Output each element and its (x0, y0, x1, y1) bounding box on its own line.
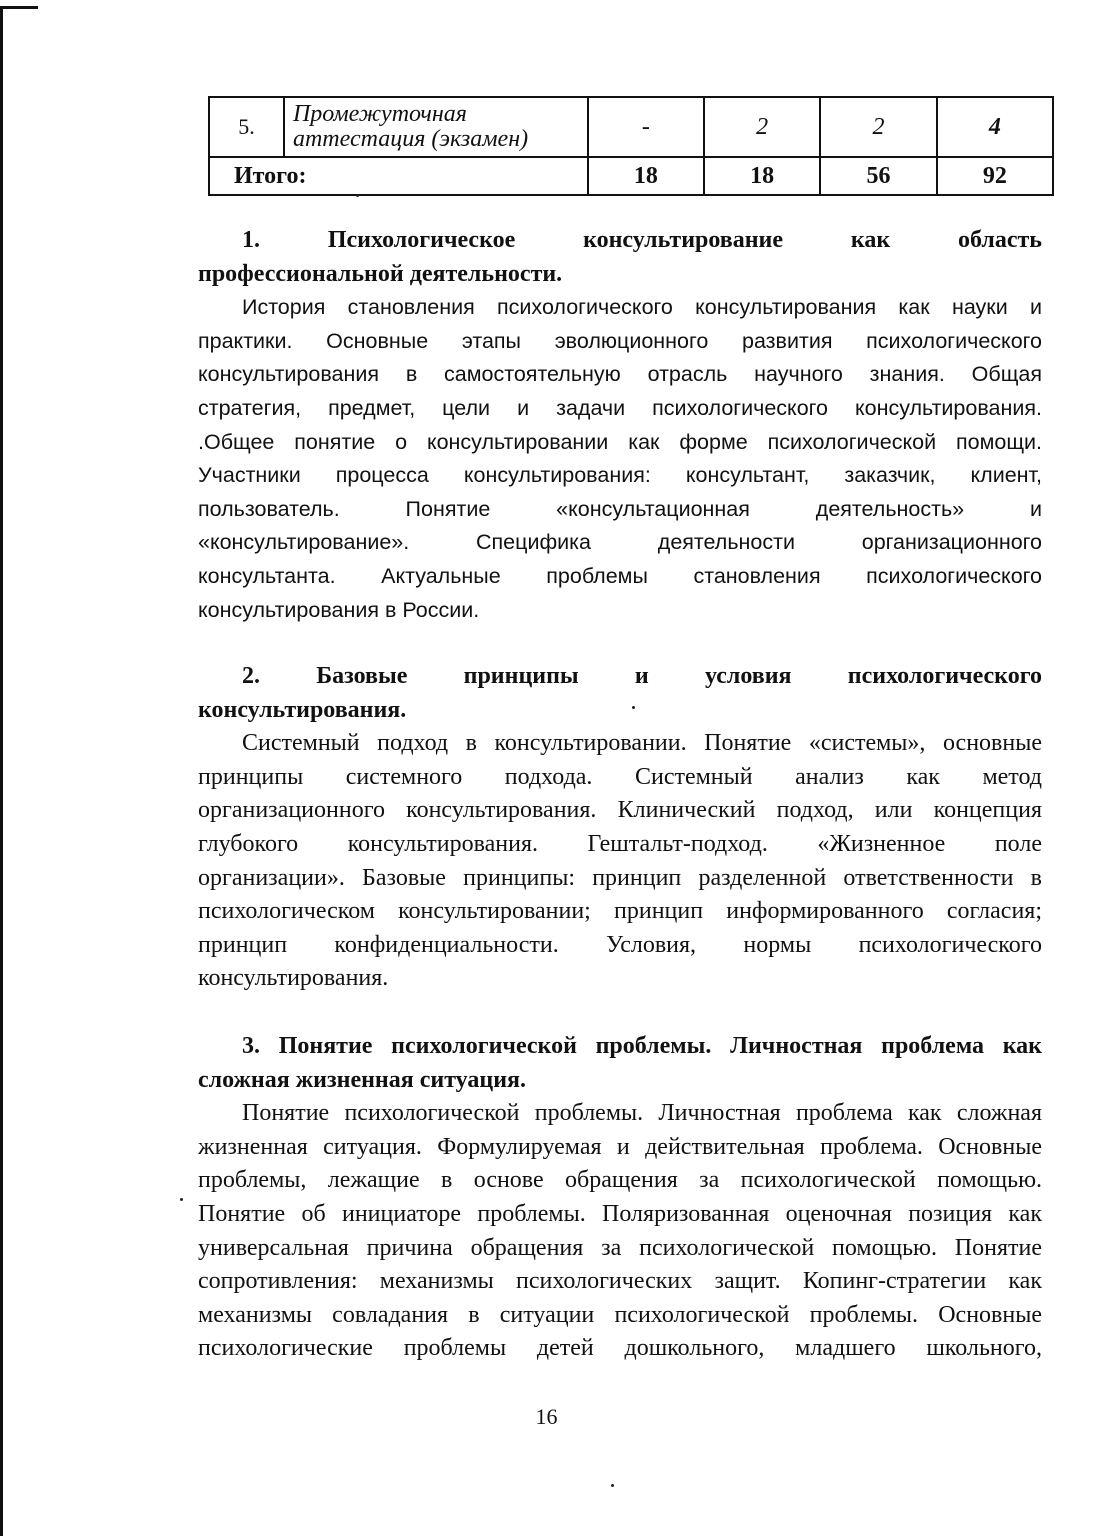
scan-border-top (0, 6, 38, 9)
section-title-line: 3. Понятие психологической проблемы. Личностная проблема как (242, 1033, 1042, 1059)
table-cell-value: 4 (937, 97, 1053, 157)
paragraph-line: организации». Базовые принципы: принцип разделенной ответственности в (198, 864, 1042, 891)
topic-line: аттестация (экзамен) (292, 126, 529, 152)
paragraph-line: пользователь. Понятие «консультационная деятельность» и (198, 496, 1042, 521)
table-cell-total: 18 (704, 157, 820, 195)
table-row (209, 97, 1053, 157)
paragraph-line: проблемы, лежащие в основе обращения за психологической помощью. (198, 1167, 1042, 1194)
paragraph-line: История становления психологического консультирования как науки и (242, 295, 1042, 320)
paragraph-line: принцип конфиденциальности. Условия, нормы психологического (198, 931, 1042, 958)
paragraph-line: Участники процесса консультирования: консультант, заказчик, клиент, (198, 463, 1042, 488)
paragraph-line: консультирования. (198, 965, 389, 992)
section-title-line: профессиональной деятельности. (198, 260, 563, 287)
paragraph-line: принципы системного подхода. Системный анализ как метод (198, 763, 1042, 790)
paragraph-line: .Общее понятие о консультировании как форме психологической помощи. (198, 429, 1042, 454)
paragraph-line: Понятие об инициаторе проблемы. Поляризованная оценочная позиция как (198, 1200, 1042, 1227)
table-cell-value: 2 (704, 97, 820, 157)
section-3 (198, 1030, 1042, 1366)
scan-speck (356, 194, 359, 197)
paragraph-line: психологические проблемы детей дошкольного, младшего школьного, (198, 1335, 1042, 1362)
paragraph-line: практики. Основные этапы эволюционного развития психологического (198, 328, 1042, 353)
scan-border-left (0, 6, 3, 1536)
paragraph-line: жизненная ситуация. Формулируемая и действительная проблема. Основные (198, 1133, 1042, 1160)
table-cell-value: - (588, 97, 704, 157)
paragraph-line: Понятие психологической проблемы. Личностная проблема как сложная (242, 1100, 1042, 1127)
section-title-line: консультирования. (198, 696, 407, 723)
table-cell-value: 2 (820, 97, 936, 157)
table-cell-total: 92 (937, 157, 1053, 195)
section-2 (198, 660, 1042, 996)
topic-line: Промежуточная (292, 101, 467, 127)
section-1 (198, 224, 1042, 627)
paragraph-line: консультирования в России. (198, 597, 480, 622)
paragraph-line: консультанта. Актуальные проблемы становления психологического (198, 563, 1042, 588)
table-cell-total: 18 (588, 157, 704, 195)
paragraph-line: сопротивления: механизмы психологических защит. Копинг-стратегии как (198, 1268, 1042, 1295)
paragraph-line: стратегия, предмет, цели и задачи психологического консультирования. (198, 395, 1042, 420)
paragraph-line: «консультирование». Специфика деятельности организационного (198, 530, 1042, 555)
paragraph-line: универсальная причина обращения за психологической помощью. Понятие (198, 1234, 1042, 1261)
hours-table (208, 96, 1054, 196)
table-cell-number: 5. (209, 97, 284, 157)
table-cell-topic (284, 97, 588, 157)
paragraph-line: глубокого консультирования. Гештальт-подход. «Жизненное поле (198, 830, 1042, 857)
table-cell-total: 56 (820, 157, 936, 195)
scan-speck (180, 1198, 183, 1201)
section-title-line: 2. Базовые принципы и условия психологического (242, 663, 1042, 689)
section-title-line: сложная жизненная ситуация. (198, 1066, 527, 1093)
paragraph-line: консультирования в самостоятельную отрасль научного знания. Общая (198, 362, 1042, 387)
page-number: 16 (535, 1404, 558, 1429)
paragraph-line: психологическом консультировании; принцип информированного согласия; (198, 898, 1042, 925)
paragraph-line: Системный подход в консультировании. Понятие «системы», основные (242, 730, 1042, 757)
table-total-row (209, 157, 1053, 195)
scan-speck (632, 706, 635, 709)
paragraph-line: организационного консультирования. Клинический подход, или концепция (198, 797, 1042, 824)
table-total-label: Итого: (209, 157, 588, 195)
section-title-line: 1. Психологическое консультирование как область (242, 227, 1042, 253)
scan-speck (611, 1484, 614, 1487)
paragraph-line: механизмы совладания в ситуации психологической проблемы. Основные (198, 1301, 1042, 1328)
